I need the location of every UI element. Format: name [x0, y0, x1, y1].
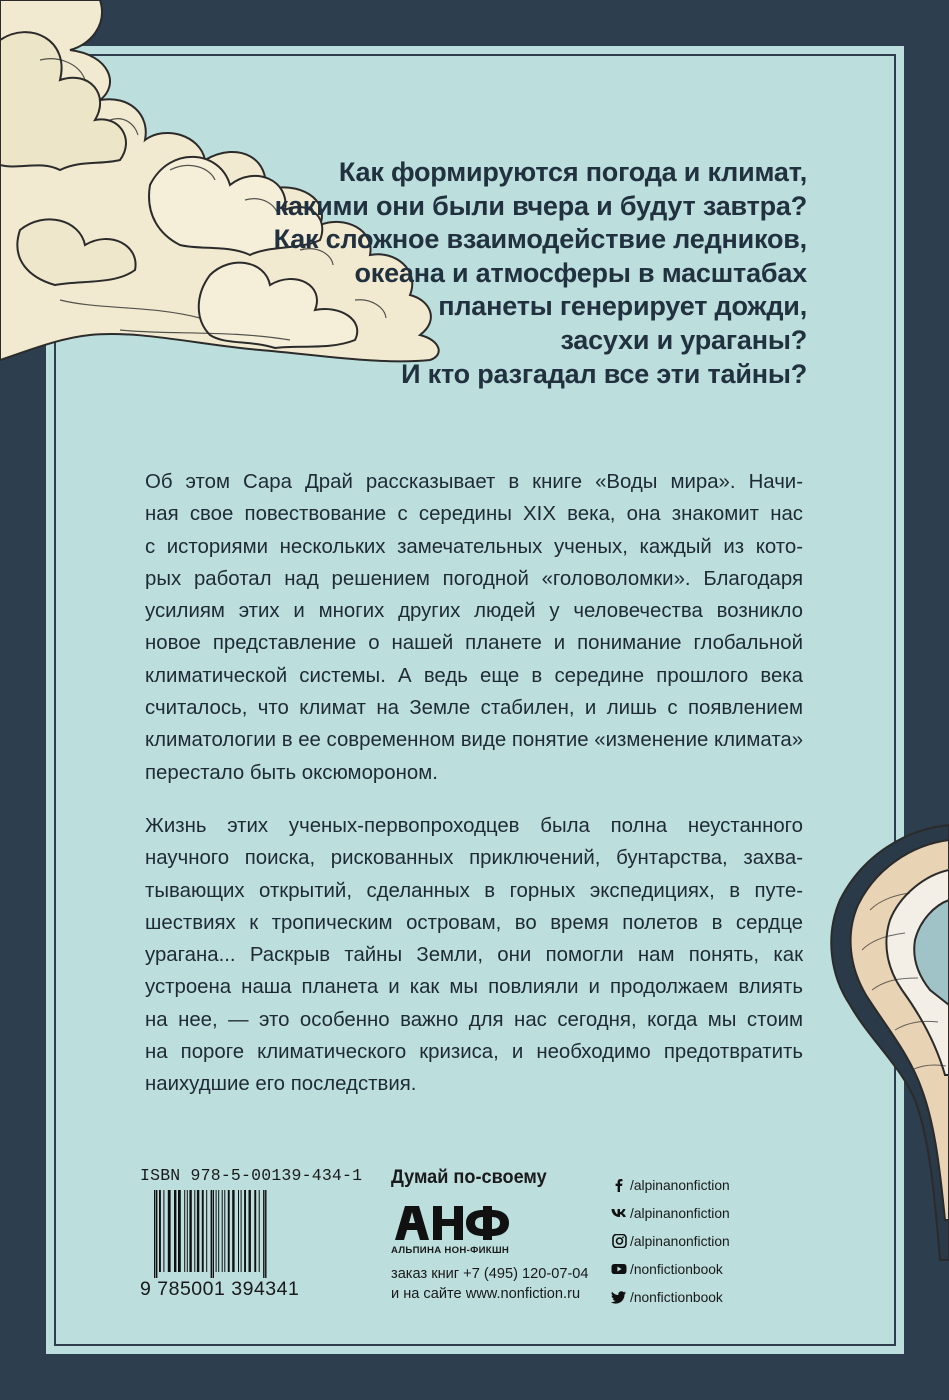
- paragraph-line: ная свое повествование с середины XIX века, она знакомит нас: [145, 503, 803, 526]
- barcode-bar: [238, 1190, 239, 1272]
- description-paragraph-1: [145, 466, 803, 789]
- facebook-icon: [611, 1178, 627, 1192]
- barcode-bar: [197, 1190, 199, 1272]
- barcode-bar: [254, 1190, 256, 1272]
- social-handle: /alpinanonfiction: [630, 1233, 730, 1249]
- order-info: [391, 1265, 589, 1304]
- lead-line: Как сложное взаимодействие ледников,: [273, 224, 807, 255]
- barcode-bar: [168, 1190, 171, 1272]
- barcode-guard-bar: [213, 1190, 214, 1278]
- order-website[interactable]: и на сайте www.nonfiction.ru: [391, 1285, 581, 1302]
- publisher-motto: Думай по-своему: [391, 1166, 547, 1188]
- social-handle: /nonfictionbook: [630, 1261, 723, 1277]
- publisher-block: [391, 1166, 591, 1302]
- social-link-twitter[interactable]: [611, 1283, 730, 1311]
- lead-line: планеты генерирует дожди,: [438, 291, 807, 322]
- barcode-bar: [178, 1190, 181, 1272]
- barcode-bar: [174, 1190, 176, 1272]
- barcode-digits: 9 785001 394341: [140, 1278, 300, 1300]
- lead-questions: [247, 156, 807, 391]
- publisher-name: АЛЬПИНА НОН-ФИКШН: [391, 1245, 510, 1256]
- barcode-guard-bar: [154, 1190, 155, 1278]
- paragraph-line: на нее, — это особенно важно для нас сегодня, когда мы стоим: [145, 1008, 803, 1031]
- barcode-guard-bar: [263, 1190, 264, 1278]
- paragraph-line: климатической системы. А ведь еще в середине прошлого века: [145, 664, 803, 687]
- lead-line: И кто разгадал все эти тайны?: [401, 358, 807, 389]
- paragraph-line: Жизнь этих ученых-первопроходцев была полна неустанного: [145, 815, 803, 837]
- barcode-bar: [163, 1190, 164, 1272]
- paragraph-line: урагана... Раскрыв тайны Земли, они помогли нам понять, как: [145, 944, 803, 967]
- social-link-instagram[interactable]: [611, 1227, 730, 1255]
- barcode-bar: [159, 1190, 161, 1272]
- wave-illustration: [831, 825, 949, 1260]
- social-links: [611, 1171, 730, 1311]
- barcode-guard-bar: [156, 1190, 157, 1278]
- lead-line: засухи и ураганы?: [560, 324, 807, 355]
- barcode-guard-bar: [211, 1190, 212, 1278]
- paragraph-line: климатологии в ее современном виде понятие «изменение климата»: [145, 729, 804, 752]
- paragraph-line: тывающих открытий, сделанных в горных экспедициях, в путе-: [145, 879, 803, 902]
- paragraph-line: Об этом Сара Драй рассказывает в книге «Воды мира». Начи-: [145, 471, 803, 493]
- barcode-guard-bar: [265, 1190, 266, 1278]
- paragraph-line: рых работал над решением погодной «головоломки». Благодаря: [145, 567, 803, 590]
- paragraph-line: устроена наша планета и как мы повлияли и продолжаем влиять: [145, 976, 803, 999]
- barcode-bar: [241, 1190, 242, 1272]
- barcode-bar: [202, 1190, 204, 1272]
- vk-icon: [611, 1206, 627, 1220]
- paragraph-line: перестало быть оксюмороном.: [145, 761, 438, 784]
- social-link-facebook[interactable]: [611, 1171, 730, 1199]
- publisher-logo: [391, 1202, 511, 1242]
- description-paragraph-2: [145, 810, 803, 1101]
- paragraph-line: наихудшие его последствия.: [145, 1073, 417, 1096]
- barcode-block: [140, 1166, 364, 1306]
- barcode-bar: [228, 1190, 230, 1272]
- order-phone: заказ книг +7 (495) 120-07-04: [391, 1266, 589, 1282]
- paragraph-line: шествиях к тропическим островам, во время полетов в сердце: [145, 911, 803, 934]
- barcode-bar: [189, 1190, 191, 1272]
- lead-line: Как формируются погода и климат,: [338, 157, 807, 187]
- paragraph-line: с историями нескольких замечательных ученых, каждый из кото-: [145, 535, 803, 558]
- instagram-icon: [611, 1234, 627, 1248]
- paragraph-line: новое представление о нашей планете и понимание глобальной: [145, 632, 803, 655]
- barcode-bar: [216, 1190, 217, 1272]
- social-handle: /alpinanonfiction: [630, 1177, 730, 1193]
- lead-line: океана и атмосферы в масштабах: [354, 257, 807, 288]
- barcode-bar: [187, 1190, 188, 1272]
- barcode-bar: [259, 1190, 260, 1272]
- paragraph-line: научного поиска, рискованных приключений, бунтарства, захва-: [145, 847, 803, 870]
- social-link-vk[interactable]: [611, 1199, 730, 1227]
- social-handle: /alpinanonfiction: [630, 1205, 730, 1221]
- barcode-bar: [224, 1190, 225, 1272]
- paragraph-line: усилиям этих и многих других людей у человечества возникло: [145, 600, 803, 623]
- barcode-bar: [222, 1190, 223, 1272]
- barcode-bar: [194, 1190, 195, 1272]
- barcode-bar: [218, 1190, 219, 1272]
- barcode-bar: [206, 1190, 207, 1272]
- paragraph-line: на пороге климатического кризиса, и необходимо предотвратить: [145, 1041, 803, 1064]
- lead-line: какими они были вчера и будут завтра?: [274, 190, 807, 221]
- twitter-icon: [611, 1290, 627, 1304]
- barcode-bar: [249, 1190, 251, 1272]
- barcode-bars: [140, 1190, 364, 1278]
- barcode-bar: [232, 1190, 234, 1272]
- paragraph-line: считалось, что климат на Земле стабилен, и лишь с появлением: [145, 697, 803, 720]
- isbn-label: ISBN 978-5-00139-434-1: [140, 1166, 363, 1185]
- social-handle: /nonfictionbook: [630, 1289, 723, 1305]
- youtube-icon: [611, 1262, 627, 1276]
- barcode-bar: [184, 1190, 185, 1272]
- social-link-youtube[interactable]: [611, 1255, 730, 1283]
- barcode-bar: [244, 1190, 246, 1272]
